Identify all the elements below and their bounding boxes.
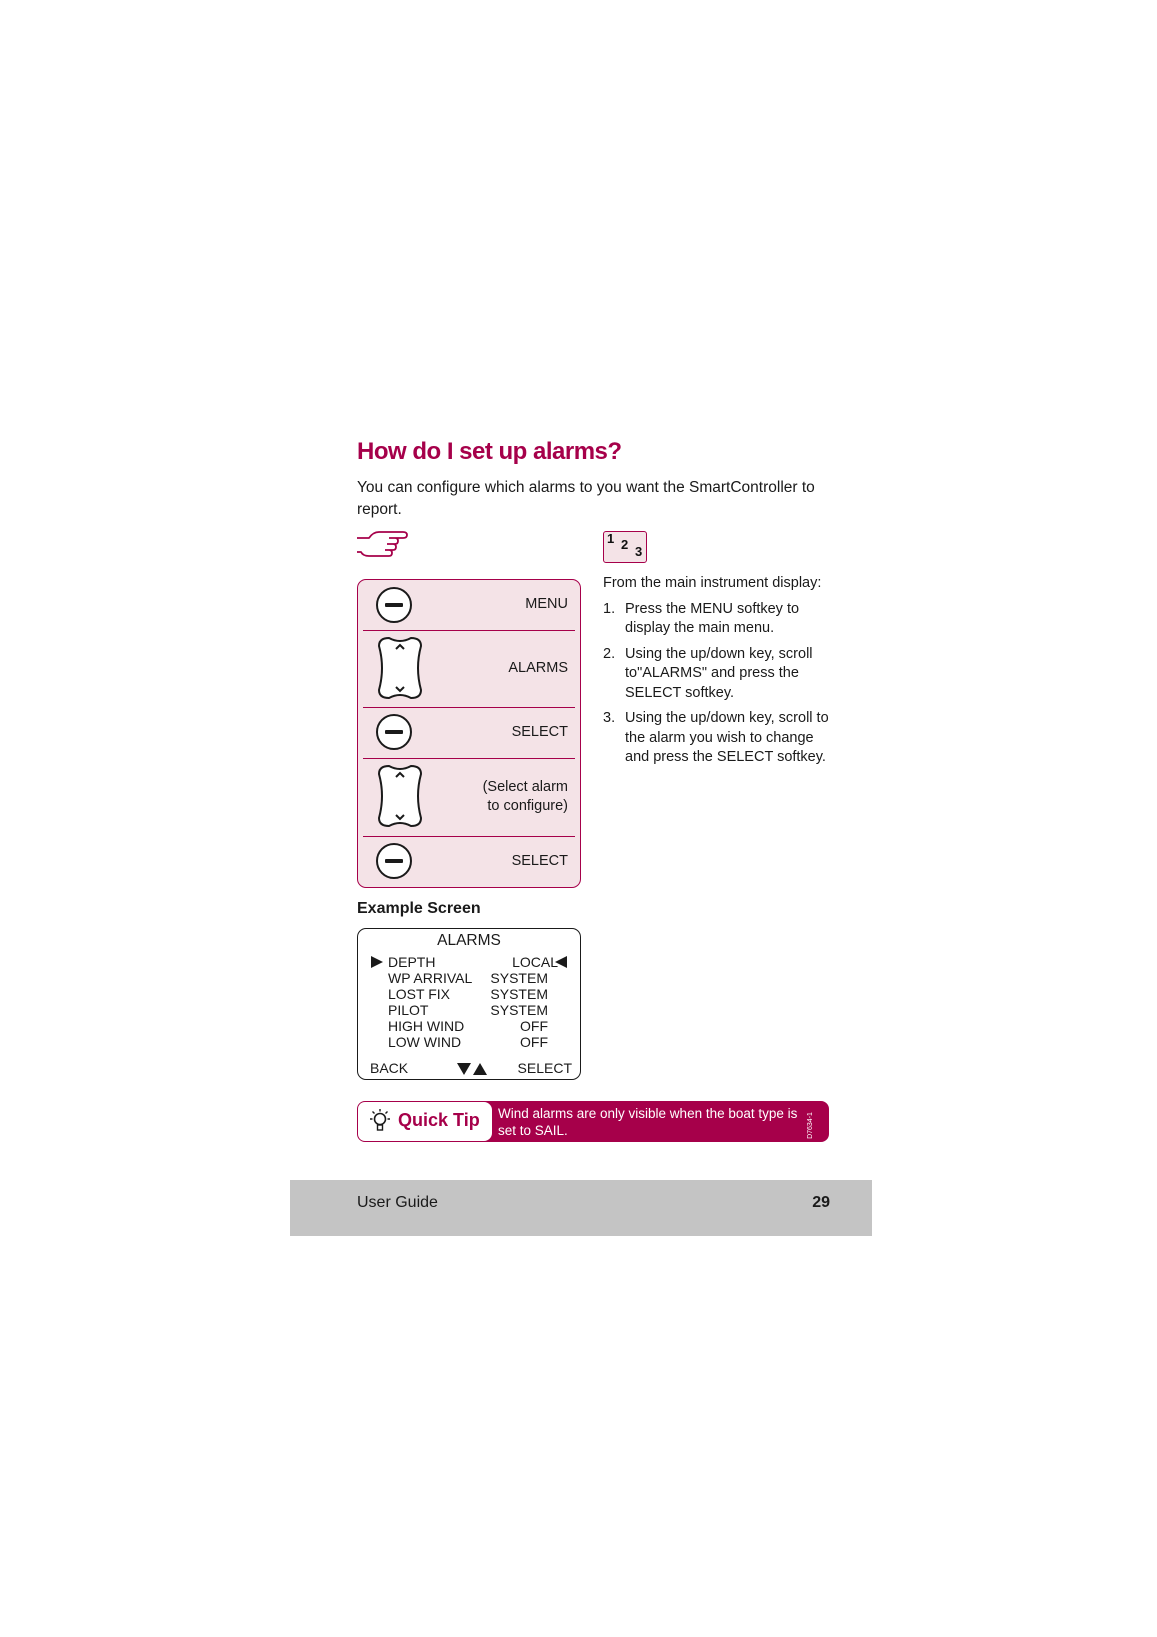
alarm-row xyxy=(388,1034,548,1050)
step-item xyxy=(603,645,833,704)
step-item xyxy=(603,600,833,639)
key-row-select-2 xyxy=(363,836,575,886)
page-number: 29 xyxy=(812,1194,830,1211)
steps-lead: From the main instrument display: xyxy=(603,575,822,591)
alarm-value: SYSTEM xyxy=(490,986,548,1002)
alarm-row xyxy=(388,954,558,970)
pointing-hand-icon xyxy=(355,528,409,558)
alarm-name: PILOT xyxy=(388,1002,429,1018)
updown-key-icon xyxy=(375,764,425,828)
alarm-row xyxy=(388,986,548,1002)
steps-icon-3: 3 xyxy=(635,544,643,559)
alarm-value: LOCAL xyxy=(512,954,558,970)
step-number: 2. xyxy=(603,645,616,662)
back-softkey-label: BACK xyxy=(370,1060,409,1076)
key-label-menu: MENU xyxy=(525,596,568,612)
figure-code: D7634-1 xyxy=(807,1112,815,1139)
key-label-line1: (Select alarm xyxy=(482,779,568,795)
step-text: Using the up/down key, scroll to"ALARMS" and press the SELECT softkey. xyxy=(625,645,813,701)
softkey-icon xyxy=(375,586,413,624)
softkey-icon xyxy=(375,713,413,751)
quick-tip-label: Quick Tip xyxy=(398,1110,480,1130)
example-screen xyxy=(357,928,581,1080)
step-number: 1. xyxy=(603,600,616,617)
step-item xyxy=(603,709,833,768)
alarm-row xyxy=(388,1002,548,1018)
softkey-icon xyxy=(375,842,413,880)
key-row-select-1 xyxy=(363,707,575,759)
quick-tip-box xyxy=(357,1101,829,1142)
alarm-row xyxy=(388,1018,548,1034)
example-screen-title: Example Screen xyxy=(357,900,481,917)
footer-guide-name: User Guide xyxy=(357,1194,438,1211)
key-label-line2: to configure) xyxy=(487,798,568,814)
alarm-row xyxy=(388,970,548,986)
key-row-alarms xyxy=(363,630,575,708)
key-sequence-panel xyxy=(357,579,581,888)
lightbulb-icon xyxy=(366,1108,394,1136)
down-up-arrows-icon xyxy=(456,1062,488,1076)
steps-list xyxy=(603,574,833,774)
steps-icon xyxy=(603,531,647,563)
select-softkey-label: SELECT xyxy=(517,1060,572,1076)
selection-right-arrow-icon xyxy=(370,955,384,969)
alarm-name: WP ARRIVAL xyxy=(388,970,473,986)
key-row-select-alarm xyxy=(363,758,575,837)
alarm-name: DEPTH xyxy=(388,954,436,970)
step-text: Press the MENU softkey to display the main menu. xyxy=(625,600,800,636)
key-row-menu xyxy=(363,580,575,631)
intro-paragraph: You can configure which alarms to you want the SmartController to report. xyxy=(357,479,815,518)
key-label-select-alarm xyxy=(483,778,568,816)
step-text: Using the up/down key, scroll to the alarm you wish to change and press the SELECT softkey. xyxy=(625,710,829,765)
quick-tip-tab xyxy=(358,1102,492,1141)
step-number: 3. xyxy=(603,710,616,726)
alarm-name: LOW WIND xyxy=(388,1034,462,1050)
alarm-value: SYSTEM xyxy=(490,1002,548,1018)
quick-tip-text: Wind alarms are only visible when the boat type is set to SAIL. xyxy=(498,1106,798,1138)
alarm-value: SYSTEM xyxy=(490,970,548,986)
alarm-name: LOST FIX xyxy=(388,986,450,1002)
alarm-value: OFF xyxy=(520,1018,548,1034)
page-heading: How do I set up alarms? xyxy=(357,438,622,465)
key-label-alarms: ALARMS xyxy=(508,660,568,676)
steps-icon-2: 2 xyxy=(621,537,629,552)
steps-icon-1: 1 xyxy=(607,531,615,546)
screen-title: ALARMS xyxy=(437,932,501,949)
key-label-select: SELECT xyxy=(511,724,568,740)
alarm-name: HIGH WIND xyxy=(388,1018,465,1034)
key-label-select: SELECT xyxy=(511,853,568,869)
alarm-value: OFF xyxy=(520,1034,548,1050)
updown-key-icon xyxy=(375,636,425,700)
